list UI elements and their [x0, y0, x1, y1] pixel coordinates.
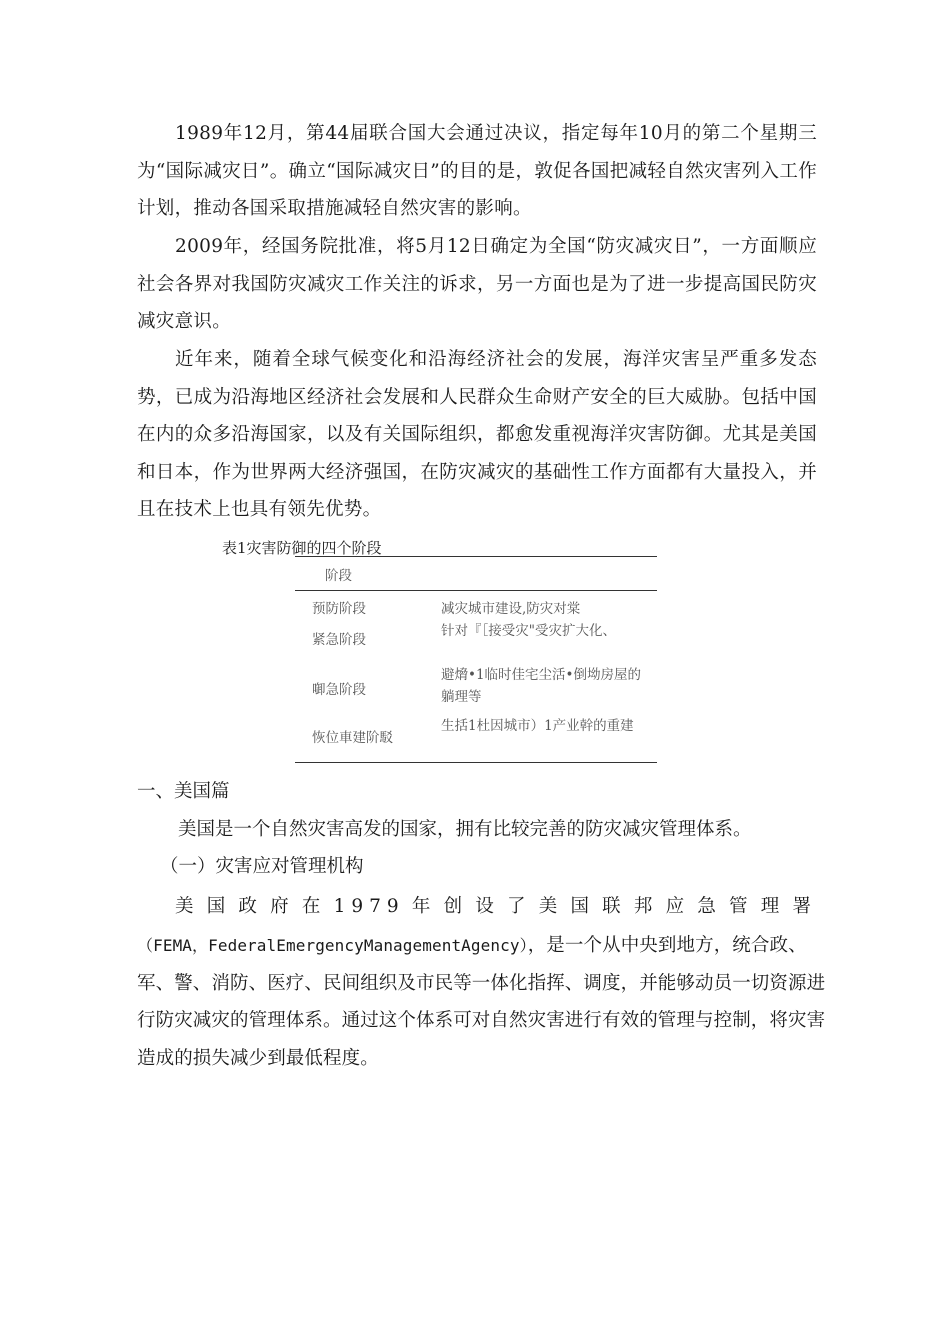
table-row-stage: 紧急阶段 — [312, 632, 366, 648]
paragraph-fema-body — [137, 927, 827, 1077]
table-bottom-rule — [295, 762, 657, 763]
table-row-stage: 预防阶段 — [312, 601, 366, 617]
table-row-desc: 生括1杜因城市）1产业幹的重建 — [441, 718, 634, 734]
fema-rest: 军、警、消防、医疗、民间组织及市民等一体化指挥、调度，并能够动员一切资源进行防灾减灾的管理体系。通过这个体系可对自然灾害进行有效的管理与控制，将灾害造成的损失减少到最低程度。 — [137, 972, 826, 1069]
paragraph-international-disaster-day: 1989年12月，第44届联合国大会通过决议，指定每年10月的第二个星期三为“国际减灾日”。确立“国际减灾日”的目的是，敦促各国把减轻自然灾害列入工作计划，推动各国采取措施减轻自然灾害的影响。 — [137, 123, 817, 219]
table-caption: 表1灾害防御的四个阶段 — [222, 539, 382, 557]
table-row-desc: 避熁•1临时佳宅尘活•倒坳房屋的躺理等 — [441, 667, 642, 705]
fema-full-name: （FEMA，FederalEmergencyManagementAgency） — [137, 936, 528, 955]
subsection-heading: （一）灾害应对管理机构 — [160, 856, 364, 877]
section-intro: 美国是一个自然灾害高发的国家，拥有比较完善的防灾减灾管理体系。 — [178, 819, 752, 840]
fema-rest-first: ，是一个从中央到地方，统合政、 — [527, 935, 807, 956]
table-row-desc: 减灾城市建设,防灾对棠 — [441, 601, 581, 617]
section-heading-usa: 一、美国篇 — [137, 781, 230, 802]
table-header-rule — [295, 590, 657, 591]
table-row-stage: 恢位車建阶駁 — [312, 730, 393, 746]
table-row-desc: 针对『［接受灾"受灾扩大化、 — [441, 623, 616, 639]
table-header-stage: 阶段 — [325, 568, 352, 584]
paragraph-national-disaster-day: 2009年，经国务院批准，将5月12日确定为全国“防灾减灾日”，一方面顺应社会各界对我国防灾减灾工作关注的诉求，另一方面也是为了进一步提高国民防灾减灾意识。 — [137, 236, 817, 332]
paragraph-fema-lead: 美国政府在1979年创设了美国联邦应急管理署 — [175, 896, 817, 917]
paragraph-marine-disasters: 近年来，随着全球气候变化和沿海经济社会的发展，海洋灾害呈严重多发态势，已成为沿海地区经济社会发展和人民群众生命财产安全的巨大威胁。包括中国在内的众多沿海国家，以及有关国际组织，都愈发重视海洋灾害防御。尤其是美国和日本，作为世界两大经济强国，在防灾减灾的基础性工作方面都有大量投入，并且在技术上也具有领先优势。 — [137, 349, 817, 520]
table-top-rule — [295, 556, 657, 557]
table-row-stage: 啣急阶段 — [312, 682, 366, 698]
